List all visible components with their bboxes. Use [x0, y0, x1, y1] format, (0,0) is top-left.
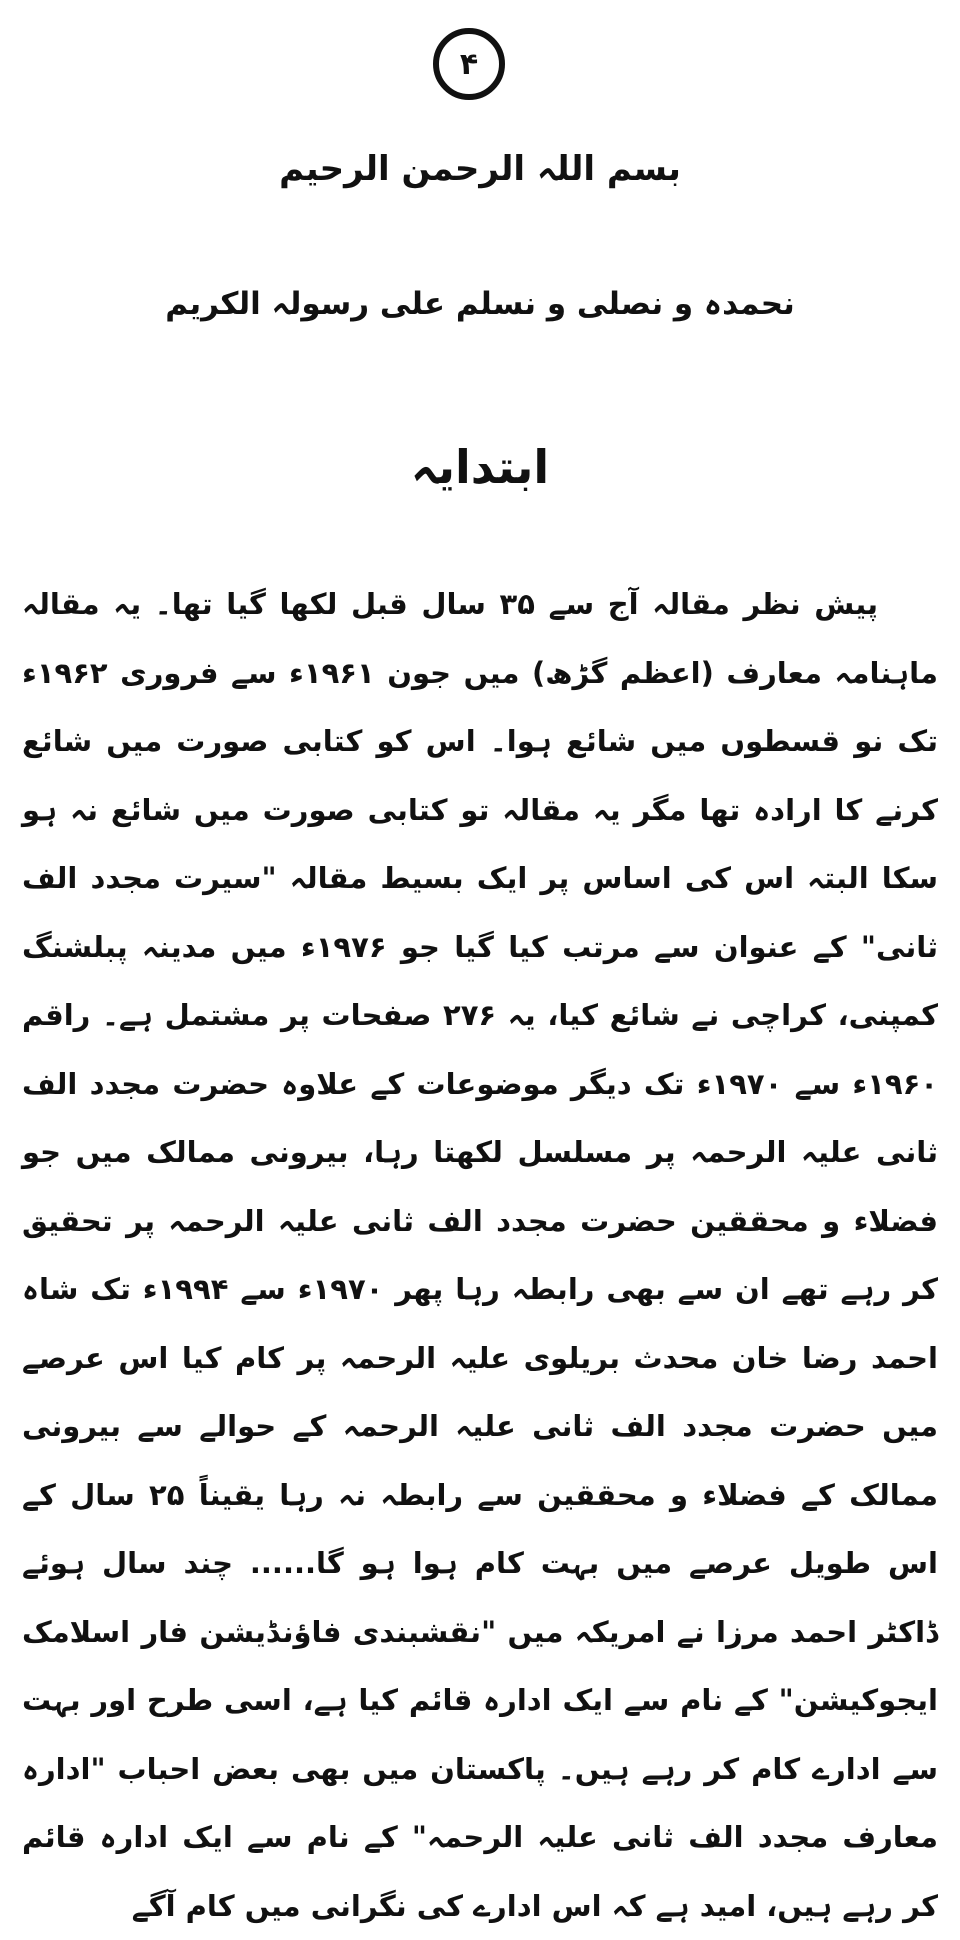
page-number-badge: ۴ [433, 28, 505, 100]
salutation-line: نحمدہ و نصلی و نسلم علی رسولہ الکریم [165, 286, 795, 322]
body-paragraph: پیش نظر مقالہ آج سے ۳۵ سال قبل لکھا گیا تھا۔ یہ مقالہ ماہنامہ معارف (اعظم گڑھ) میں جون ۱۹۶۱ء سے فروری ۱۹۶۲ء تک نو قسطوں میں شائع ہوا۔ اس کو کتابی صورت میں شائع کرنے کا ارادہ تھا مگر یہ مقالہ تو کتابی صورت میں شائع نہ ہو سکا البتہ اس کی اساس پر ایک بسیط مقالہ "سیرت مجدد الف ثانی" کے عنوان سے مرتب کیا گیا جو ۱۹۷۶ء میں مدینہ پبلشنگ کمپنی، کراچی نے شائع کیا، یہ ۲۷۶ صفحات پر مشتمل ہے۔ راقم ۱۹۶۰ء سے ۱۹۷۰ء تک دیگر موضوعات کے علاوہ حضرت مجدد الف ثانی علیہ الرحمہ پر مسلسل لکھتا رہا، بیرونی ممالک میں جو فضلاء و محققین حضرت مجدد الف ثانی علیہ الرحمہ پر تحقیق کر رہے تھے ان سے بھی رابطہ رہا پھر ۱۹۷۰ء سے ۱۹۹۴ء تک شاہ احمد رضا خان محدث بریلوی علیہ الرحمہ پر کام کیا اس عرصے میں حضرت مجدد الف ثانی علیہ الرحمہ کے حوالے سے بیرونی ممالک کے فضلاء و محققین سے رابطہ نہ رہا یقیناً ۲۵ سال کے اس طویل عرصے میں بہت کام ہوا ہو گا...... چند سال ہوئے ڈاکٹر احمد مرزا نے امریکہ میں "نقشبندی فاؤنڈیشن فار اسلامک ایجوکیشن" کے نام سے ایک ادارہ قائم کیا ہے، اسی طرح اور بہت سے ادارے کام کر رہے ہیں۔ پاکستان میں بھی بعض احباب "ادارہ معارف مجدد الف ثانی علیہ الرحمہ" کے نام سے ایک ادارہ قائم کر رہے ہیں، امید ہے کہ اس ادارے کی نگرانی میں کام آگے [22, 587, 939, 1923]
bismillah-line: بسم اللہ الرحمن الرحیم [279, 149, 681, 189]
section-heading: ابتدایہ [410, 440, 550, 494]
